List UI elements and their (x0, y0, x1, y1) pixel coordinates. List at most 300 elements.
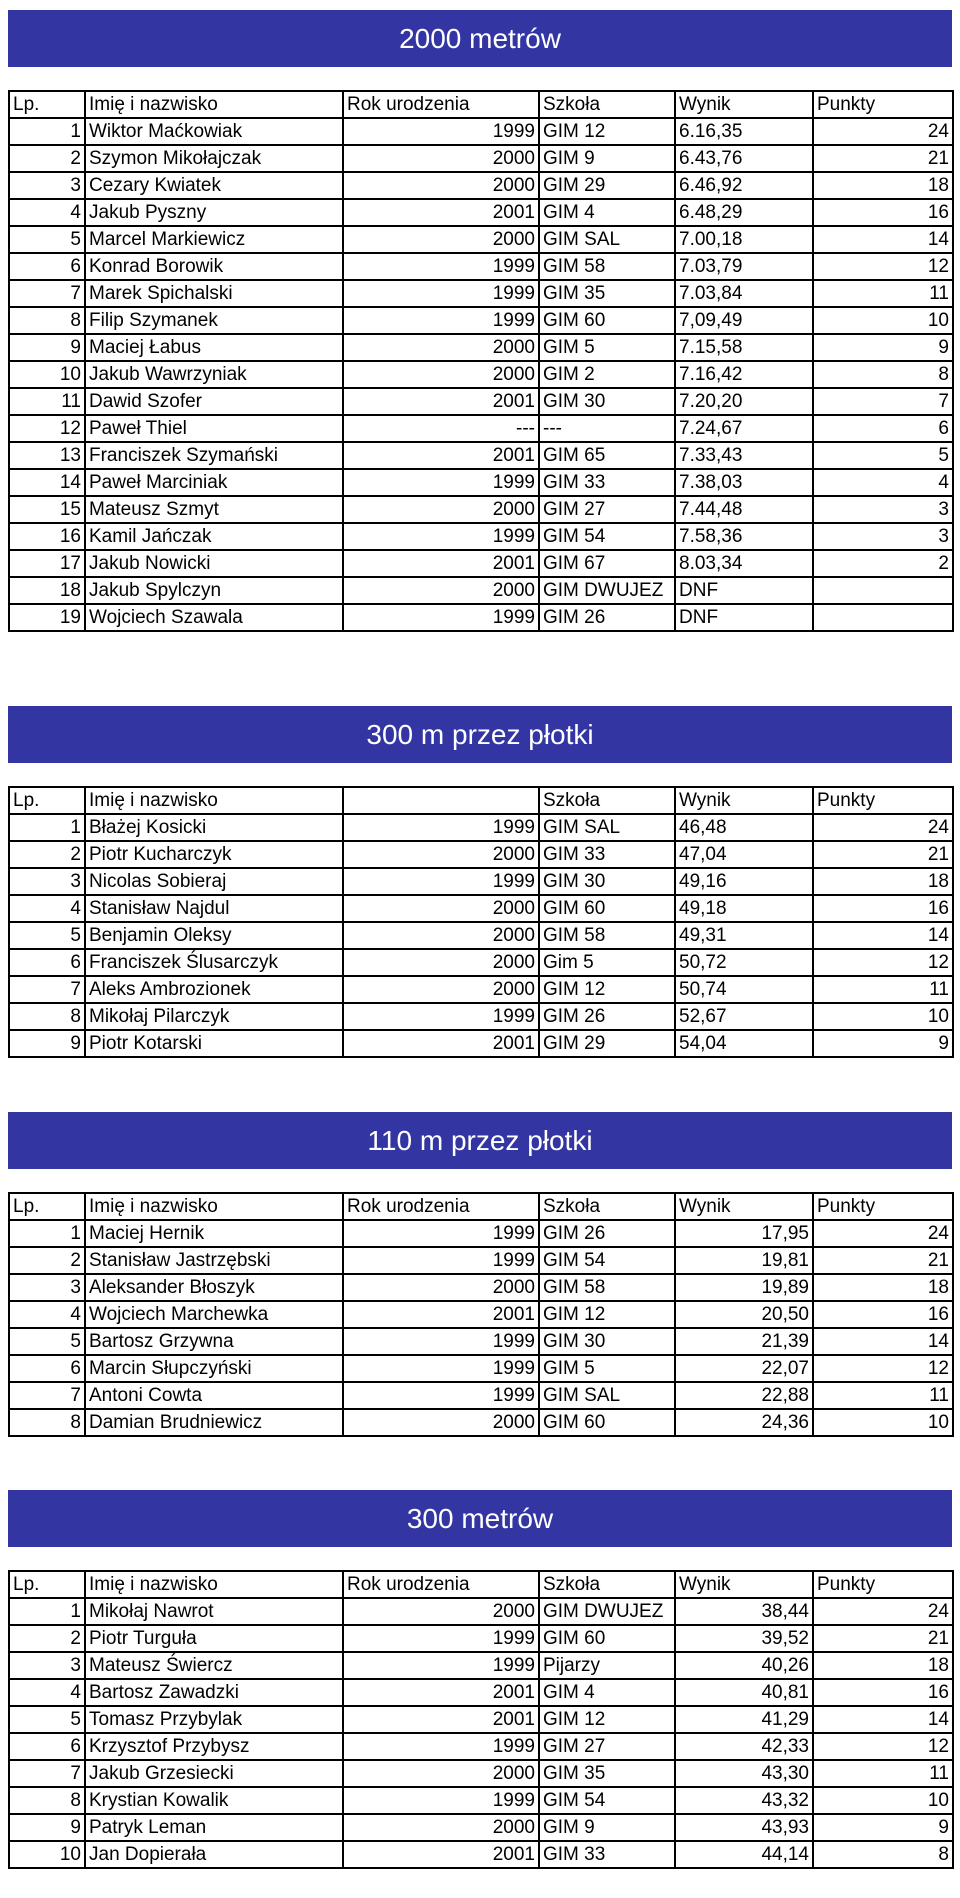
school-cell: GIM 27 (539, 1733, 675, 1760)
points-cell: 11 (813, 280, 953, 307)
birth-year-cell: 2000 (343, 1814, 539, 1841)
rank-cell: 11 (9, 388, 85, 415)
result-cell: 8.03,34 (675, 550, 813, 577)
rank-cell: 9 (9, 1814, 85, 1841)
athlete-name-cell: Antoni Cowta (85, 1382, 343, 1409)
rank-cell: 1 (9, 118, 85, 145)
table-row (9, 469, 953, 496)
school-cell: GIM 35 (539, 280, 675, 307)
rank-cell: 17 (9, 550, 85, 577)
result-cell: 6.16,35 (675, 118, 813, 145)
header-birth-year: Rok urodzenia (343, 1193, 539, 1220)
athlete-name-cell: Benjamin Oleksy (85, 922, 343, 949)
birth-year-cell: 2000 (343, 1274, 539, 1301)
points-cell: 10 (813, 1409, 953, 1436)
birth-year-cell: 1999 (343, 118, 539, 145)
table-row (9, 1679, 953, 1706)
rank-cell: 6 (9, 949, 85, 976)
school-cell: GIM 29 (539, 172, 675, 199)
points-cell: 24 (813, 1220, 953, 1247)
rank-cell: 5 (9, 1706, 85, 1733)
result-cell: 7.58,36 (675, 523, 813, 550)
athlete-name-cell: Marcin Słupczyński (85, 1355, 343, 1382)
points-cell: 14 (813, 1706, 953, 1733)
table-row (9, 1247, 953, 1274)
header-rank: Lp. (9, 1193, 85, 1220)
school-cell: GIM 58 (539, 922, 675, 949)
rank-cell: 4 (9, 1301, 85, 1328)
birth-year-cell: 1999 (343, 814, 539, 841)
result-cell: DNF (675, 604, 813, 631)
table-row (9, 1841, 953, 1868)
rank-cell: 18 (9, 577, 85, 604)
birth-year-cell: 1999 (343, 1733, 539, 1760)
result-cell: 7.00,18 (675, 226, 813, 253)
points-cell: 10 (813, 1003, 953, 1030)
school-cell: Pijarzy (539, 1652, 675, 1679)
points-cell: 11 (813, 1382, 953, 1409)
table-row (9, 1328, 953, 1355)
school-cell: Gim 5 (539, 949, 675, 976)
athlete-name-cell: Paweł Thiel (85, 415, 343, 442)
table-row (9, 1652, 953, 1679)
school-cell: GIM 33 (539, 841, 675, 868)
points-cell: 12 (813, 253, 953, 280)
rank-cell: 10 (9, 1841, 85, 1868)
school-cell: GIM 5 (539, 334, 675, 361)
athlete-name-cell: Wojciech Marchewka (85, 1301, 343, 1328)
birth-year-cell: --- (343, 415, 539, 442)
rank-cell: 6 (9, 253, 85, 280)
results-table (8, 90, 954, 632)
points-cell: 9 (813, 334, 953, 361)
points-cell: 12 (813, 949, 953, 976)
points-cell: 24 (813, 814, 953, 841)
header-points: Punkty (813, 1193, 953, 1220)
school-cell: GIM 54 (539, 1247, 675, 1274)
table-row (9, 415, 953, 442)
table-row (9, 307, 953, 334)
school-cell: GIM 67 (539, 550, 675, 577)
athlete-name-cell: Maciej Łabus (85, 334, 343, 361)
result-cell: 7.38,03 (675, 469, 813, 496)
section-title: 300 m przez płotki (8, 706, 952, 763)
points-cell: 14 (813, 1328, 953, 1355)
rank-cell: 1 (9, 814, 85, 841)
result-cell: 7.33,43 (675, 442, 813, 469)
rank-cell: 13 (9, 442, 85, 469)
school-cell: GIM 4 (539, 1679, 675, 1706)
points-cell: 2 (813, 550, 953, 577)
table-row (9, 1733, 953, 1760)
rank-cell: 12 (9, 415, 85, 442)
result-cell: 20,50 (675, 1301, 813, 1328)
header-name: Imię i nazwisko (85, 1193, 343, 1220)
birth-year-cell: 2000 (343, 1760, 539, 1787)
points-cell: 16 (813, 1301, 953, 1328)
table-row (9, 814, 953, 841)
result-cell: 54,04 (675, 1030, 813, 1057)
result-cell: 7.03,84 (675, 280, 813, 307)
header-name: Imię i nazwisko (85, 1571, 343, 1598)
result-cell: 38,44 (675, 1598, 813, 1625)
school-cell: GIM 2 (539, 361, 675, 388)
athlete-name-cell: Bartosz Zawadzki (85, 1679, 343, 1706)
result-cell: 40,81 (675, 1679, 813, 1706)
table-row (9, 1706, 953, 1733)
table-row (9, 118, 953, 145)
header-result: Wynik (675, 1193, 813, 1220)
rank-cell: 1 (9, 1220, 85, 1247)
points-cell: 21 (813, 145, 953, 172)
section-title: 110 m przez płotki (8, 1112, 952, 1169)
section-300m (8, 1490, 952, 1869)
athlete-name-cell: Aleksander Błoszyk (85, 1274, 343, 1301)
athlete-name-cell: Jakub Spylczyn (85, 577, 343, 604)
result-cell: 40,26 (675, 1652, 813, 1679)
rank-cell: 6 (9, 1733, 85, 1760)
result-cell: 39,52 (675, 1625, 813, 1652)
rank-cell: 4 (9, 895, 85, 922)
points-cell: 21 (813, 1247, 953, 1274)
school-cell: GIM 12 (539, 1301, 675, 1328)
header-school: Szkoła (539, 91, 675, 118)
school-cell: GIM 26 (539, 1220, 675, 1247)
header-school: Szkoła (539, 787, 675, 814)
table-row (9, 577, 953, 604)
athlete-name-cell: Bartosz Grzywna (85, 1328, 343, 1355)
school-cell: GIM 26 (539, 1003, 675, 1030)
birth-year-cell: 1999 (343, 1355, 539, 1382)
result-cell: 7,09,49 (675, 307, 813, 334)
school-cell: GIM 35 (539, 1760, 675, 1787)
school-cell: GIM 33 (539, 1841, 675, 1868)
birth-year-cell: 2000 (343, 841, 539, 868)
rank-cell: 15 (9, 496, 85, 523)
athlete-name-cell: Krzysztof Przybysz (85, 1733, 343, 1760)
birth-year-cell: 1999 (343, 1382, 539, 1409)
header-birth-year (343, 787, 539, 814)
rank-cell: 5 (9, 922, 85, 949)
table-row (9, 199, 953, 226)
school-cell: GIM 58 (539, 1274, 675, 1301)
points-cell: 12 (813, 1355, 953, 1382)
table-row (9, 922, 953, 949)
table-row (9, 1814, 953, 1841)
school-cell: GIM 29 (539, 1030, 675, 1057)
points-cell: 10 (813, 307, 953, 334)
school-cell: GIM SAL (539, 226, 675, 253)
athlete-name-cell: Wojciech Szawala (85, 604, 343, 631)
header-name: Imię i nazwisko (85, 91, 343, 118)
school-cell: GIM 12 (539, 976, 675, 1003)
result-cell: 7.15,58 (675, 334, 813, 361)
school-cell: GIM 60 (539, 1409, 675, 1436)
header-result: Wynik (675, 787, 813, 814)
result-cell: 47,04 (675, 841, 813, 868)
birth-year-cell: 1999 (343, 280, 539, 307)
rank-cell: 3 (9, 172, 85, 199)
birth-year-cell: 2000 (343, 361, 539, 388)
table-row (9, 280, 953, 307)
header-birth-year: Rok urodzenia (343, 91, 539, 118)
birth-year-cell: 2001 (343, 442, 539, 469)
birth-year-cell: 1999 (343, 307, 539, 334)
athlete-name-cell: Cezary Kwiatek (85, 172, 343, 199)
points-cell: 11 (813, 976, 953, 1003)
rank-cell: 2 (9, 1247, 85, 1274)
athlete-name-cell: Mateusz Szmyt (85, 496, 343, 523)
table-row (9, 1003, 953, 1030)
rank-cell: 16 (9, 523, 85, 550)
rank-cell: 4 (9, 199, 85, 226)
school-cell: GIM 65 (539, 442, 675, 469)
rank-cell: 2 (9, 1625, 85, 1652)
birth-year-cell: 2001 (343, 1706, 539, 1733)
result-cell: 6.48,29 (675, 199, 813, 226)
points-cell: 16 (813, 199, 953, 226)
points-cell: 12 (813, 1733, 953, 1760)
table-row (9, 1760, 953, 1787)
school-cell: GIM 30 (539, 868, 675, 895)
result-cell: 49,16 (675, 868, 813, 895)
header-rank: Lp. (9, 787, 85, 814)
athlete-name-cell: Jan Dopierała (85, 1841, 343, 1868)
athlete-name-cell: Stanisław Jastrzębski (85, 1247, 343, 1274)
table-row (9, 361, 953, 388)
athlete-name-cell: Patryk Leman (85, 1814, 343, 1841)
table-header-row (9, 91, 953, 118)
table-row (9, 1625, 953, 1652)
points-cell: 16 (813, 895, 953, 922)
school-cell: GIM SAL (539, 1382, 675, 1409)
header-points: Punkty (813, 787, 953, 814)
rank-cell: 8 (9, 307, 85, 334)
athlete-name-cell: Maciej Hernik (85, 1220, 343, 1247)
result-cell: 17,95 (675, 1220, 813, 1247)
header-points: Punkty (813, 1571, 953, 1598)
school-cell: GIM 60 (539, 1625, 675, 1652)
table-row (9, 496, 953, 523)
points-cell: 18 (813, 1274, 953, 1301)
rank-cell: 7 (9, 1382, 85, 1409)
athlete-name-cell: Piotr Kotarski (85, 1030, 343, 1057)
rank-cell: 6 (9, 1355, 85, 1382)
table-row (9, 868, 953, 895)
athlete-name-cell: Damian Brudniewicz (85, 1409, 343, 1436)
section-title: 300 metrów (8, 1490, 952, 1547)
table-header-row (9, 1571, 953, 1598)
result-cell: DNF (675, 577, 813, 604)
table-row (9, 1355, 953, 1382)
birth-year-cell: 1999 (343, 1247, 539, 1274)
rank-cell: 7 (9, 280, 85, 307)
athlete-name-cell: Marek Spichalski (85, 280, 343, 307)
points-cell: 18 (813, 868, 953, 895)
athlete-name-cell: Jakub Wawrzyniak (85, 361, 343, 388)
school-cell: GIM 60 (539, 307, 675, 334)
rank-cell: 3 (9, 868, 85, 895)
rank-cell: 8 (9, 1787, 85, 1814)
birth-year-cell: 1999 (343, 1328, 539, 1355)
result-cell: 50,74 (675, 976, 813, 1003)
points-cell: 11 (813, 1760, 953, 1787)
rank-cell: 7 (9, 976, 85, 1003)
points-cell: 10 (813, 1787, 953, 1814)
results-table (8, 1192, 954, 1437)
table-row (9, 334, 953, 361)
school-cell: GIM 5 (539, 1355, 675, 1382)
rank-cell: 3 (9, 1274, 85, 1301)
rank-cell: 5 (9, 1328, 85, 1355)
birth-year-cell: 2001 (343, 1841, 539, 1868)
table-row (9, 253, 953, 280)
school-cell: GIM 54 (539, 1787, 675, 1814)
points-cell: 5 (813, 442, 953, 469)
result-cell: 24,36 (675, 1409, 813, 1436)
athlete-name-cell: Stanisław Najdul (85, 895, 343, 922)
birth-year-cell: 1999 (343, 523, 539, 550)
birth-year-cell: 2001 (343, 1301, 539, 1328)
rank-cell: 9 (9, 334, 85, 361)
school-cell: GIM 4 (539, 199, 675, 226)
points-cell: 8 (813, 361, 953, 388)
points-cell: 3 (813, 496, 953, 523)
points-cell: 21 (813, 1625, 953, 1652)
result-cell: 22,88 (675, 1382, 813, 1409)
athlete-name-cell: Kamil Jańczak (85, 523, 343, 550)
school-cell: GIM 12 (539, 118, 675, 145)
table-header-row (9, 787, 953, 814)
school-cell: GIM 33 (539, 469, 675, 496)
birth-year-cell: 2000 (343, 577, 539, 604)
rank-cell: 2 (9, 145, 85, 172)
result-cell: 7.20,20 (675, 388, 813, 415)
rank-cell: 5 (9, 226, 85, 253)
birth-year-cell: 2000 (343, 949, 539, 976)
birth-year-cell: 2000 (343, 334, 539, 361)
result-cell: 6.43,76 (675, 145, 813, 172)
birth-year-cell: 2000 (343, 145, 539, 172)
points-cell: 18 (813, 1652, 953, 1679)
section-2000m (8, 10, 952, 632)
section-110m-hurdles (8, 1112, 952, 1437)
points-cell: 16 (813, 1679, 953, 1706)
birth-year-cell: 2001 (343, 1679, 539, 1706)
school-cell: GIM 9 (539, 145, 675, 172)
result-cell: 7.24,67 (675, 415, 813, 442)
school-cell: GIM 30 (539, 388, 675, 415)
rank-cell: 10 (9, 361, 85, 388)
birth-year-cell: 2000 (343, 496, 539, 523)
athlete-name-cell: Tomasz Przybylak (85, 1706, 343, 1733)
birth-year-cell: 1999 (343, 868, 539, 895)
table-row (9, 976, 953, 1003)
points-cell: 24 (813, 118, 953, 145)
results-table (8, 1570, 954, 1869)
athlete-name-cell: Nicolas Sobieraj (85, 868, 343, 895)
result-cell: 19,81 (675, 1247, 813, 1274)
athlete-name-cell: Jakub Grzesiecki (85, 1760, 343, 1787)
athlete-name-cell: Mateusz Świercz (85, 1652, 343, 1679)
birth-year-cell: 1999 (343, 604, 539, 631)
birth-year-cell: 2000 (343, 976, 539, 1003)
athlete-name-cell: Mikołaj Nawrot (85, 1598, 343, 1625)
rank-cell: 9 (9, 1030, 85, 1057)
rank-cell: 8 (9, 1003, 85, 1030)
result-cell: 43,30 (675, 1760, 813, 1787)
birth-year-cell: 2001 (343, 199, 539, 226)
rank-cell: 4 (9, 1679, 85, 1706)
header-points: Punkty (813, 91, 953, 118)
header-rank: Lp. (9, 91, 85, 118)
result-cell: 19,89 (675, 1274, 813, 1301)
result-cell: 7.03,79 (675, 253, 813, 280)
birth-year-cell: 1999 (343, 1220, 539, 1247)
school-cell: GIM 58 (539, 253, 675, 280)
school-cell: --- (539, 415, 675, 442)
header-result: Wynik (675, 91, 813, 118)
points-cell: 7 (813, 388, 953, 415)
header-result: Wynik (675, 1571, 813, 1598)
school-cell: GIM 60 (539, 895, 675, 922)
athlete-name-cell: Szymon Mikołajczak (85, 145, 343, 172)
athlete-name-cell: Krystian Kowalik (85, 1787, 343, 1814)
result-cell: 41,29 (675, 1706, 813, 1733)
athlete-name-cell: Błażej Kosicki (85, 814, 343, 841)
header-rank: Lp. (9, 1571, 85, 1598)
points-cell: 8 (813, 1841, 953, 1868)
table-row (9, 841, 953, 868)
table-row (9, 388, 953, 415)
rank-cell: 14 (9, 469, 85, 496)
table-row (9, 442, 953, 469)
birth-year-cell: 1999 (343, 469, 539, 496)
rank-cell: 7 (9, 1760, 85, 1787)
birth-year-cell: 1999 (343, 1787, 539, 1814)
birth-year-cell: 2001 (343, 388, 539, 415)
result-cell: 6.46,92 (675, 172, 813, 199)
table-row (9, 1274, 953, 1301)
points-cell: 24 (813, 1598, 953, 1625)
birth-year-cell: 2000 (343, 1598, 539, 1625)
header-birth-year: Rok urodzenia (343, 1571, 539, 1598)
athlete-name-cell: Franciszek Ślusarczyk (85, 949, 343, 976)
athlete-name-cell: Konrad Borowik (85, 253, 343, 280)
points-cell: 6 (813, 415, 953, 442)
result-cell: 52,67 (675, 1003, 813, 1030)
section-title: 2000 metrów (8, 10, 952, 67)
birth-year-cell: 2000 (343, 922, 539, 949)
athlete-name-cell: Jakub Pyszny (85, 199, 343, 226)
table-row (9, 604, 953, 631)
points-cell: 3 (813, 523, 953, 550)
school-cell: GIM SAL (539, 814, 675, 841)
birth-year-cell: 1999 (343, 1625, 539, 1652)
table-row (9, 895, 953, 922)
athlete-name-cell: Jakub Nowicki (85, 550, 343, 577)
school-cell: GIM 9 (539, 1814, 675, 1841)
result-cell: 46,48 (675, 814, 813, 841)
rank-cell: 3 (9, 1652, 85, 1679)
result-cell: 50,72 (675, 949, 813, 976)
athlete-name-cell: Dawid Szofer (85, 388, 343, 415)
points-cell: 14 (813, 922, 953, 949)
table-row (9, 1787, 953, 1814)
result-cell: 42,33 (675, 1733, 813, 1760)
result-cell: 7.44,48 (675, 496, 813, 523)
athlete-name-cell: Paweł Marciniak (85, 469, 343, 496)
